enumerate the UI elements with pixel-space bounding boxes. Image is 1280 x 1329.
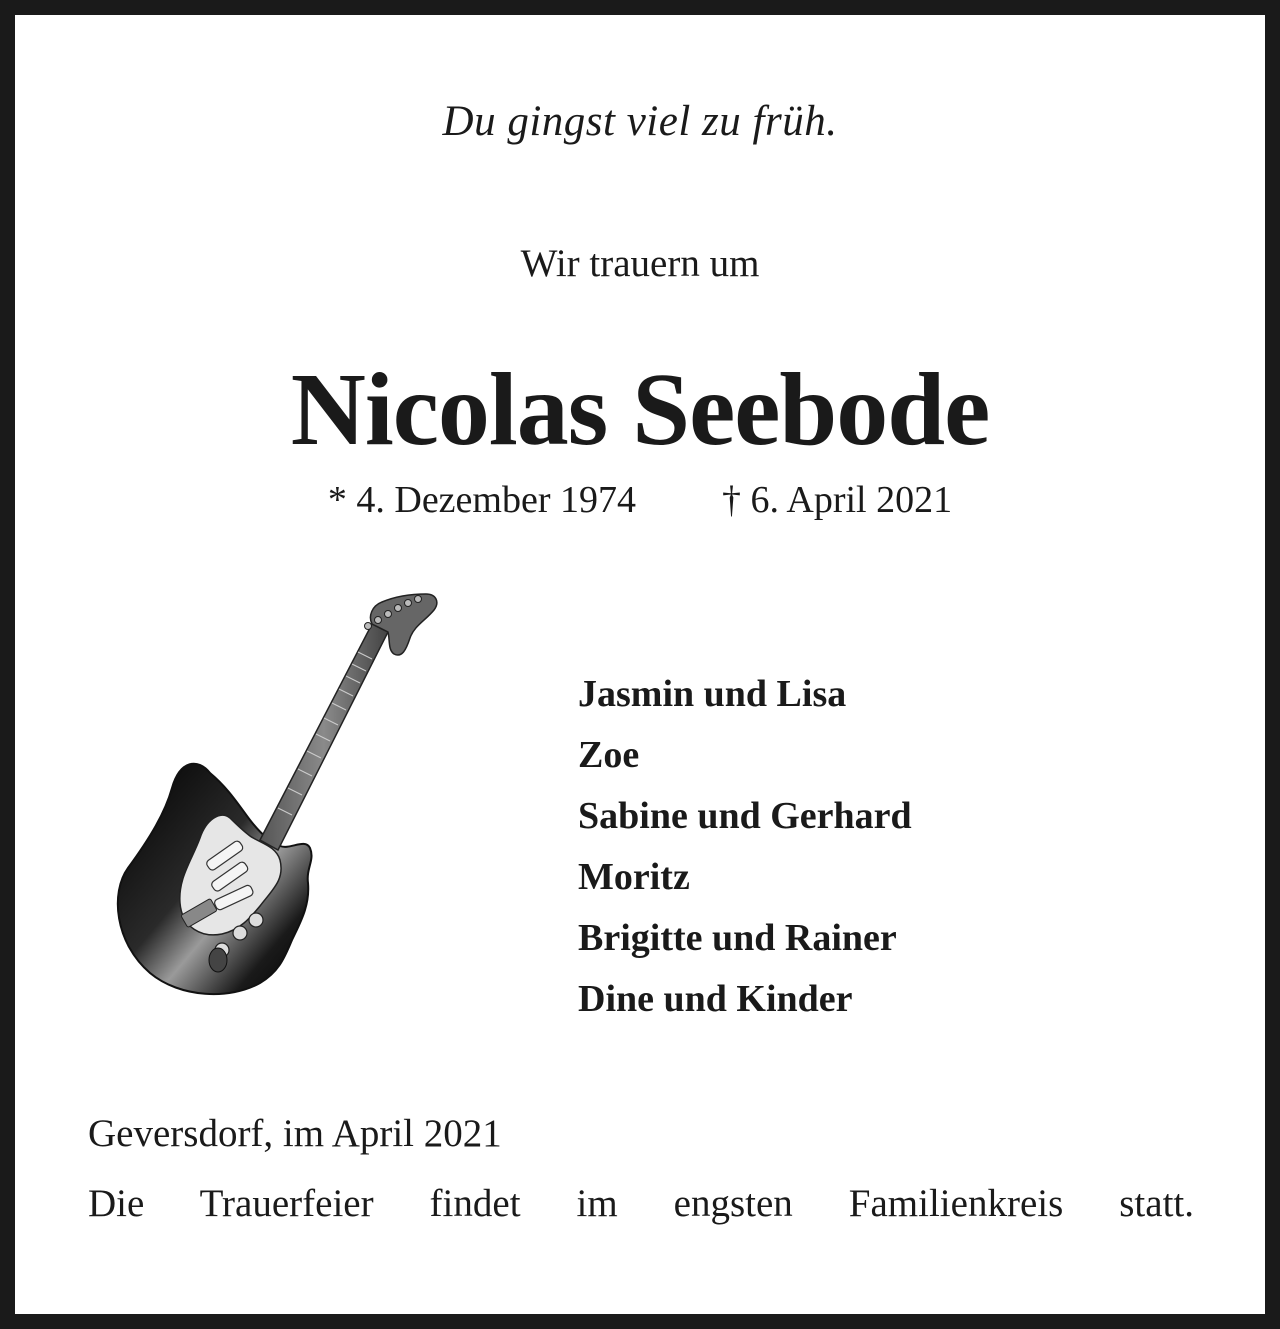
funeral-note: Die Trauerfeier findet im engsten Familienkreis statt. (88, 1182, 1194, 1225)
mourner-line: Moritz (578, 856, 690, 898)
intro-text: Wir trauern um (520, 242, 760, 285)
mourner-line: Brigitte und Rainer (578, 917, 897, 959)
birth-date: * 4. Dezember 1974 (327, 479, 636, 521)
death-date: † 6. April 2021 (722, 479, 953, 521)
motto: Du gingst viel zu früh. (442, 98, 838, 145)
life-dates (0, 476, 1280, 524)
mourner-line: Dine und Kinder (578, 978, 853, 1020)
mourner-line: Sabine und Gerhard (578, 795, 912, 837)
mourners-list (578, 664, 912, 1030)
deceased-name: Nicolas Seebode (290, 352, 990, 467)
mourner-line: Zoe (578, 734, 640, 776)
mourner-line: Jasmin und Lisa (578, 673, 847, 715)
place-date: Geversdorf, im April 2021 (88, 1112, 502, 1155)
electric-guitar-icon (110, 588, 450, 1008)
